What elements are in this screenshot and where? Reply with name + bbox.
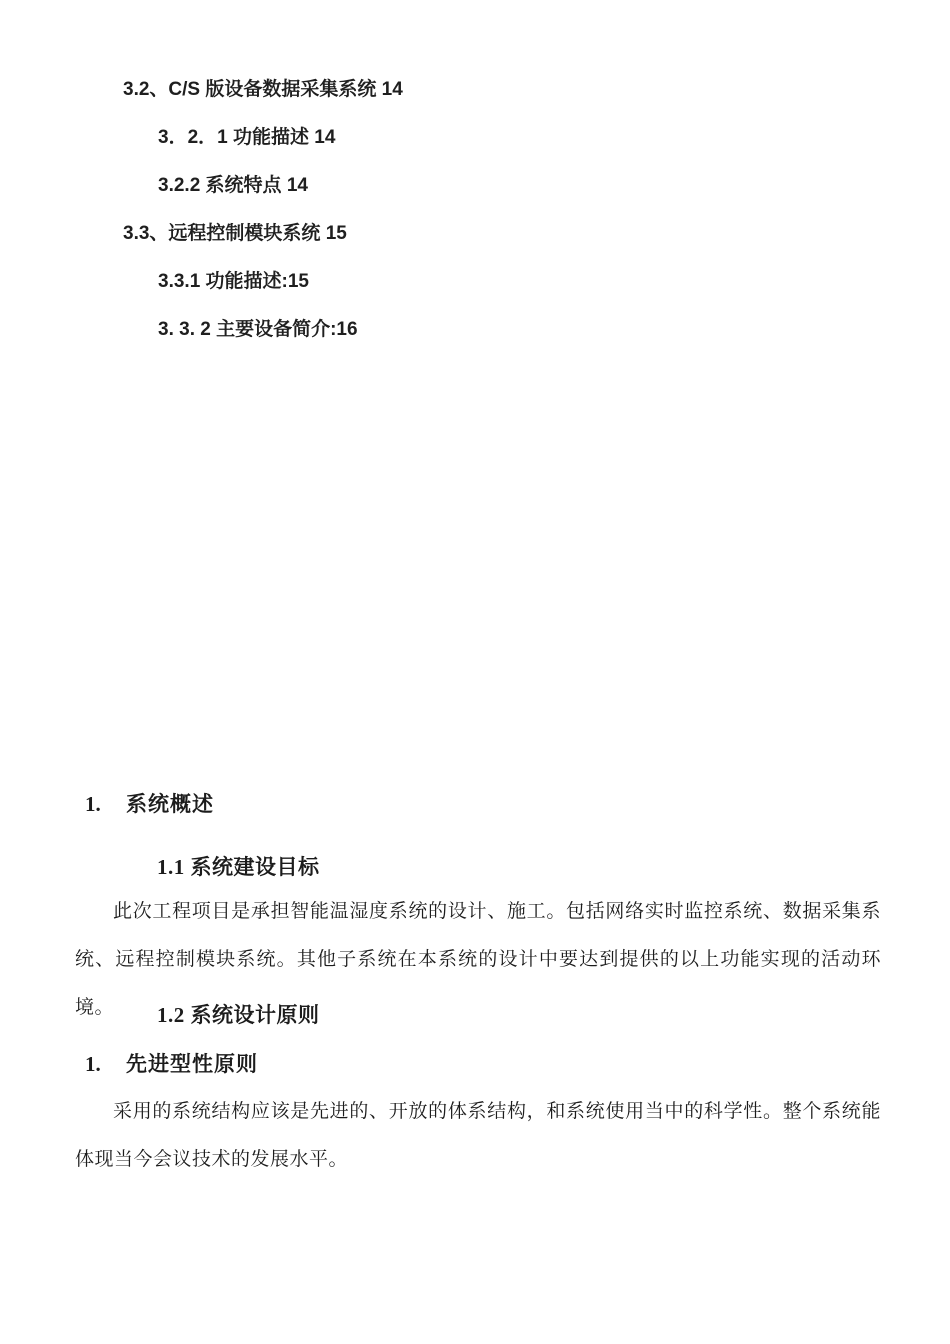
heading-title: 系统概述 — [126, 792, 214, 816]
heading-number: 1. — [85, 1052, 101, 1076]
toc-entry-3-3-2[interactable]: 3. 3. 2 主要设备简介:16 — [158, 319, 358, 340]
toc-entry-3-2-1[interactable]: 3．2．1 功能描述 14 — [158, 127, 336, 148]
toc-entry-3-3-1[interactable]: 3.3.1 功能描述:15 — [158, 271, 309, 292]
heading-design-principles: 1.2 系统设计原则 — [157, 1003, 320, 1027]
table-of-contents — [0, 66, 950, 354]
paragraph-advanced-principle: 采用的系统结构应该是先进的、开放的体系结构，和系统使用当中的科学性。整个系统能体现当今会议技术的发展水平。 — [75, 1101, 881, 1170]
heading-number: 1. — [85, 792, 101, 816]
toc-entry-3-2-2[interactable]: 3.2.2 系统特点 14 — [158, 175, 308, 196]
toc-entry-3-3[interactable]: 3.3、远程控制模块系统 15 — [123, 223, 347, 244]
heading-title: 先进型性原则 — [126, 1052, 258, 1076]
heading-system-overview — [85, 788, 214, 818]
heading-construction-goal: 1.1 系统建设目标 — [157, 855, 320, 879]
heading-advanced-principle — [85, 1048, 258, 1078]
toc-entry-3-2[interactable]: 3.2、C/S 版设备数据采集系统 14 — [123, 79, 403, 100]
paragraph-construction-goal: 此次工程项目是承担智能温湿度系统的设计、施工。包括网络实时监控系统、数据采集系统、远程控制模块系统。其他子系统在本系统的设计中要达到提供的以上功能实现的活动环境。 — [75, 901, 881, 1018]
